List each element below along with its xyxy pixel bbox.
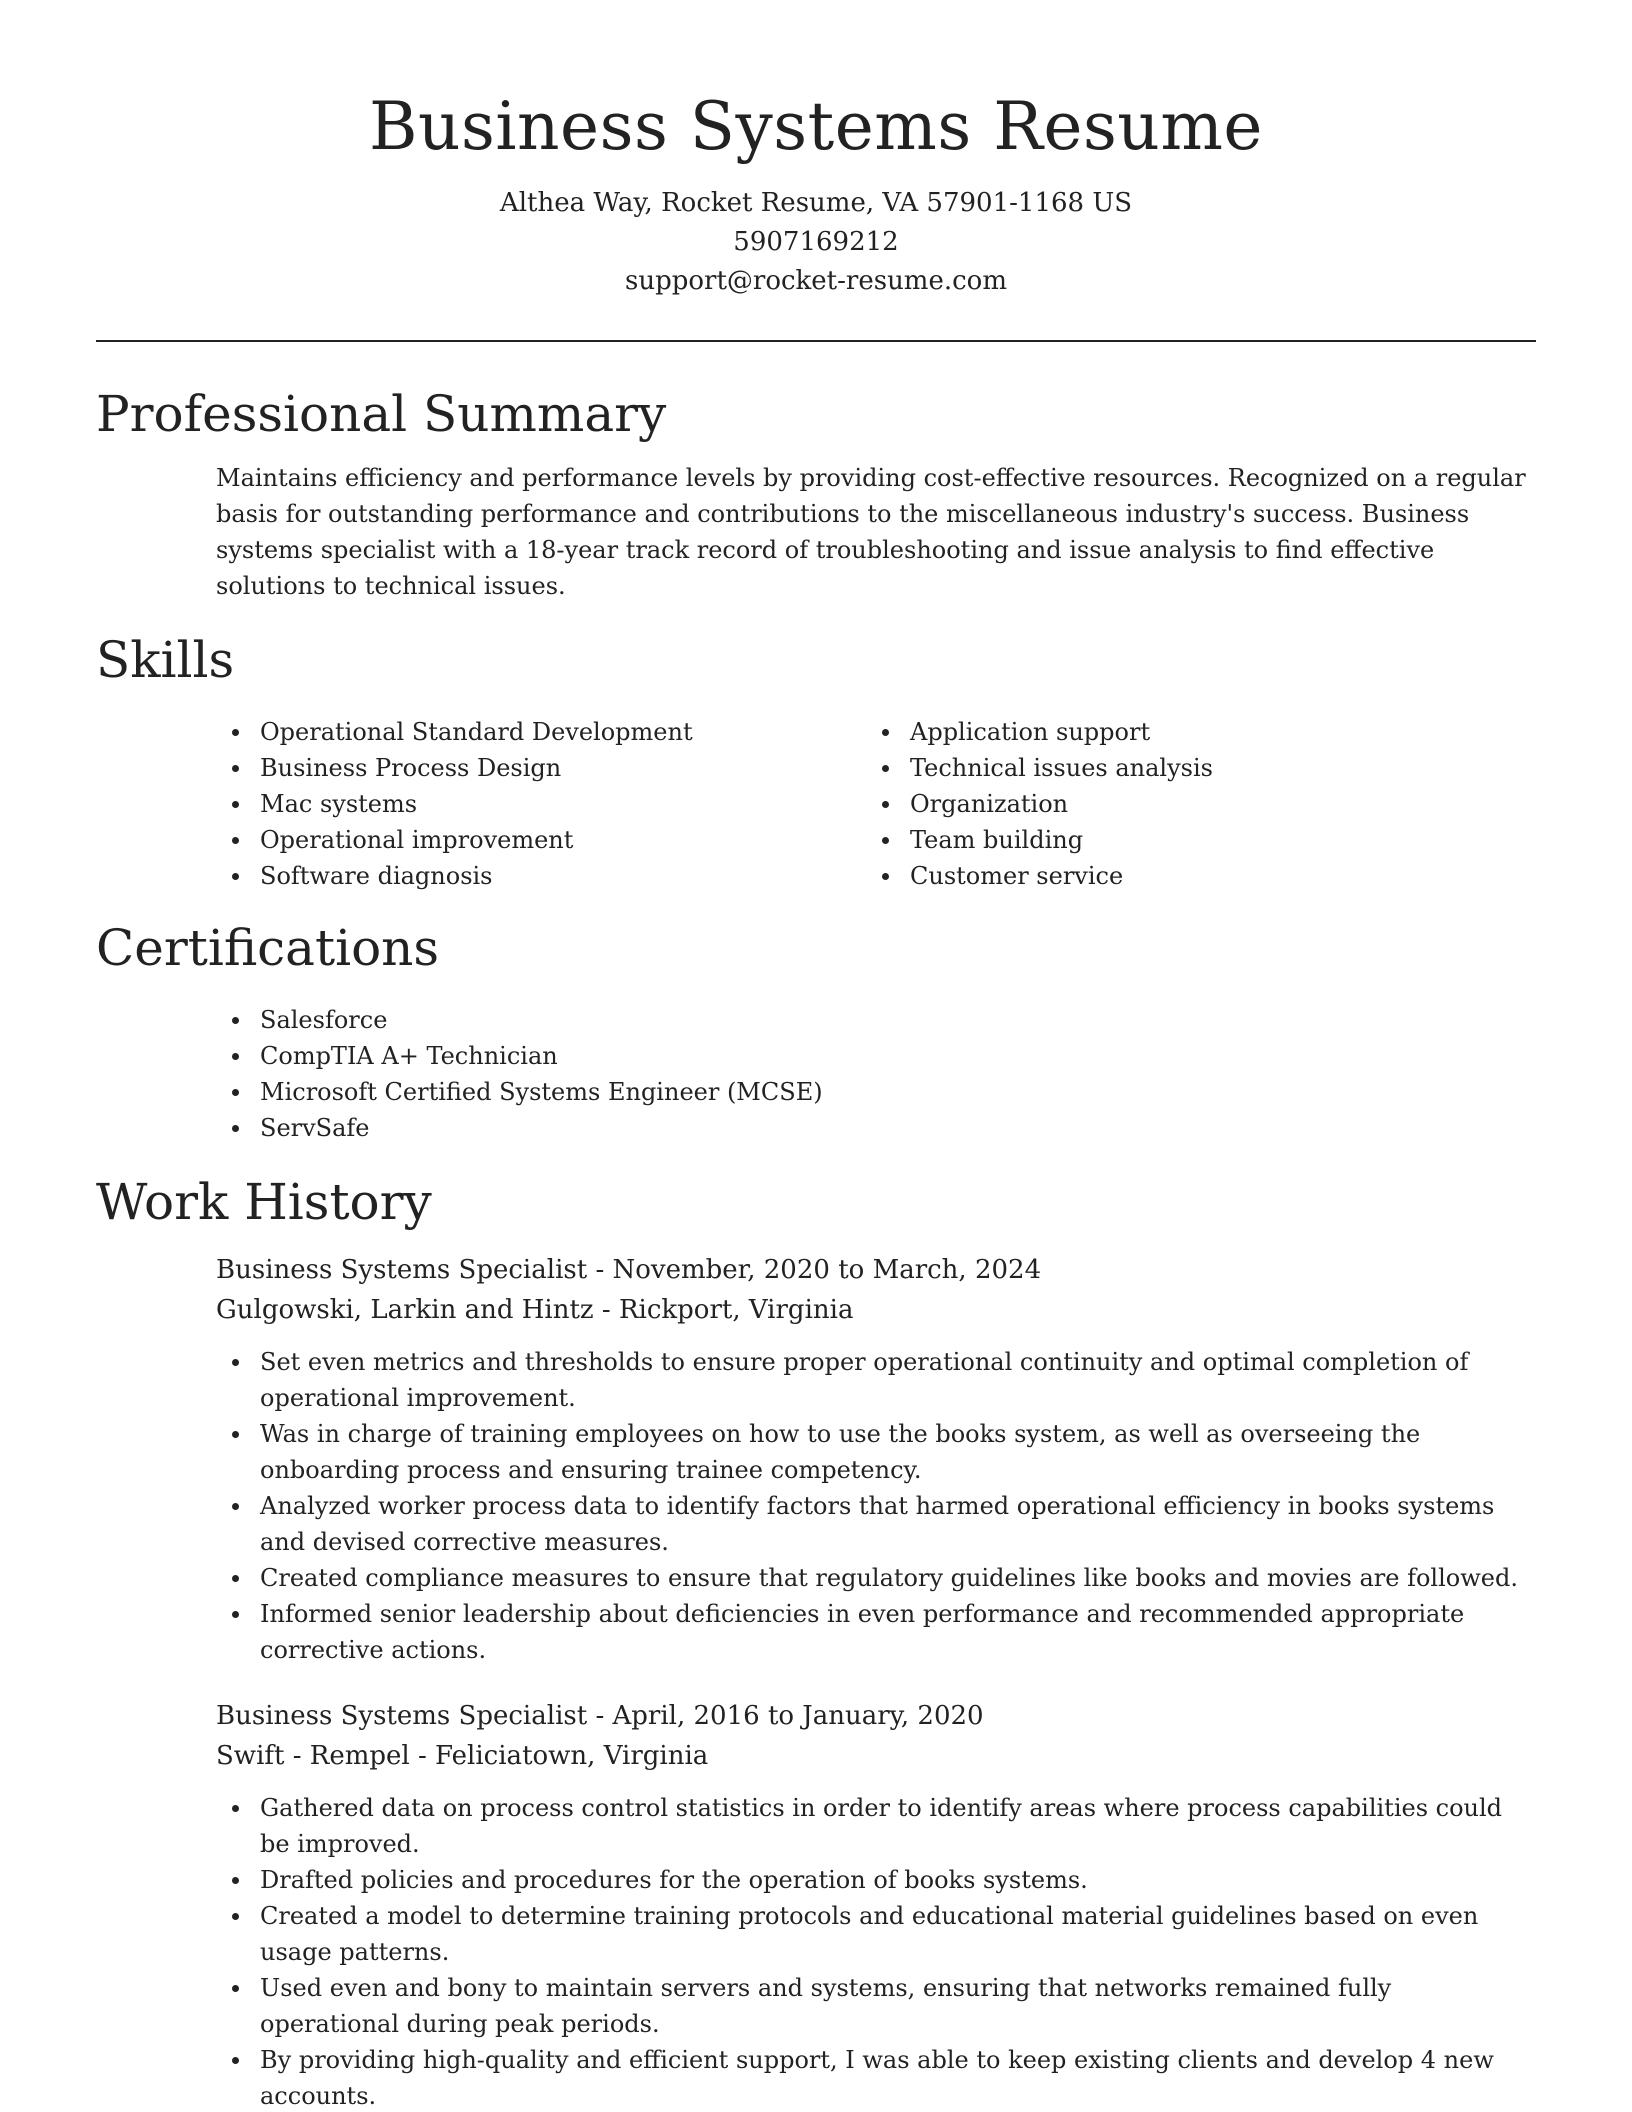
skills-list-left bbox=[216, 714, 866, 894]
job-company-line bbox=[216, 1290, 1536, 1330]
job-location: - Feliciatown, Virginia bbox=[409, 1741, 709, 1771]
skills-list-right bbox=[866, 714, 1516, 894]
skill-item: Organization bbox=[866, 786, 1516, 822]
job-bullet: Used even and bony to maintain servers and systems, ensuring that networks remained fully operational during peak periods. bbox=[216, 1970, 1536, 2042]
job-bullet: Gathered data on process control statistics in order to identify areas where process capabilities could be improved. bbox=[216, 1790, 1536, 1862]
skill-item: Operational Standard Development bbox=[216, 714, 866, 750]
contact-email[interactable]: support@rocket-resume.com bbox=[624, 266, 1007, 296]
skill-item: Application support bbox=[866, 714, 1516, 750]
job-company-line bbox=[216, 1736, 1536, 1776]
skills-section bbox=[96, 628, 1536, 894]
job-bullet: Analyzed worker process data to identify factors that harmed operational efficiency in books systems and devised corrective measures. bbox=[216, 1488, 1536, 1560]
job-location: - Rickport, Virginia bbox=[593, 1295, 854, 1325]
job-company: Swift - Rempel bbox=[216, 1741, 410, 1771]
summary-section bbox=[96, 382, 1536, 604]
job-title-line bbox=[216, 1250, 1536, 1290]
job-bullets bbox=[216, 1344, 1536, 1668]
contact-phone: 5907169212 bbox=[733, 227, 899, 257]
skills-heading: Skills bbox=[96, 631, 235, 689]
certifications-section bbox=[96, 916, 1536, 1146]
certifications-heading: Certifications bbox=[96, 919, 440, 977]
certification-item: CompTIA A+ Technician bbox=[216, 1038, 1536, 1074]
job-dates: - April, 2016 to January, 2020 bbox=[587, 1701, 984, 1731]
resume-header bbox=[96, 0, 1536, 301]
job-company: Gulgowski, Larkin and Hintz bbox=[216, 1295, 594, 1325]
skill-item: Operational improvement bbox=[216, 822, 866, 858]
work-history-section bbox=[96, 1170, 1536, 2112]
work-history-heading: Work History bbox=[96, 1173, 432, 1231]
skill-item: Software diagnosis bbox=[216, 858, 866, 894]
job-entry bbox=[216, 1250, 1536, 1668]
job-bullet: Created a model to determine training protocols and educational material guidelines based on even usage patterns. bbox=[216, 1898, 1536, 1970]
summary-text: Maintains efficiency and performance levels by providing cost-effective resources. Recognized on a regular basis for outstanding performance and contributions to the miscellaneous industry's success. Business systems specialist with a 18-year track record of troubleshooting and issue analysis to find effective solutions to technical issues. bbox=[216, 464, 1526, 600]
resume-page bbox=[96, 0, 1536, 2112]
job-title: Business Systems Specialist bbox=[216, 1701, 588, 1731]
job-bullet: By providing high-quality and efficient support, I was able to keep existing clients and develop 4 new accounts. bbox=[216, 2042, 1536, 2112]
job-title-line bbox=[216, 1696, 1536, 1736]
certification-item: ServSafe bbox=[216, 1110, 1536, 1146]
job-entry bbox=[216, 1696, 1536, 2112]
header-divider bbox=[96, 340, 1536, 342]
skill-item: Customer service bbox=[866, 858, 1516, 894]
certification-item: Microsoft Certified Systems Engineer (MCSE) bbox=[216, 1074, 1536, 1110]
job-bullet: Was in charge of training employees on how to use the books system, as well as overseeing the onboarding process and ensuring trainee competency. bbox=[216, 1416, 1536, 1488]
job-bullet: Created compliance measures to ensure that regulatory guidelines like books and movies are followed. bbox=[216, 1560, 1536, 1596]
skill-item: Technical issues analysis bbox=[866, 750, 1516, 786]
certification-item: Salesforce bbox=[216, 1002, 1536, 1038]
contact-address: Althea Way, Rocket Resume, VA 57901-1168 US bbox=[499, 188, 1133, 218]
skill-item: Mac systems bbox=[216, 786, 866, 822]
skill-item: Team building bbox=[866, 822, 1516, 858]
resume-title: Business Systems Resume bbox=[369, 88, 1263, 165]
job-bullet: Set even metrics and thresholds to ensure proper operational continuity and optimal completion of operational improvement. bbox=[216, 1344, 1536, 1416]
job-bullets bbox=[216, 1790, 1536, 2112]
job-title: Business Systems Specialist bbox=[216, 1255, 588, 1285]
skills-grid bbox=[216, 714, 1536, 894]
job-bullet: Drafted policies and procedures for the operation of books systems. bbox=[216, 1862, 1536, 1898]
job-bullet: Informed senior leadership about deficiencies in even performance and recommended appropriate corrective actions. bbox=[216, 1596, 1536, 1668]
certifications-list bbox=[216, 1002, 1536, 1146]
skill-item: Business Process Design bbox=[216, 750, 866, 786]
summary-heading: Professional Summary bbox=[96, 385, 667, 443]
job-dates: - November, 2020 to March, 2024 bbox=[587, 1255, 1042, 1285]
